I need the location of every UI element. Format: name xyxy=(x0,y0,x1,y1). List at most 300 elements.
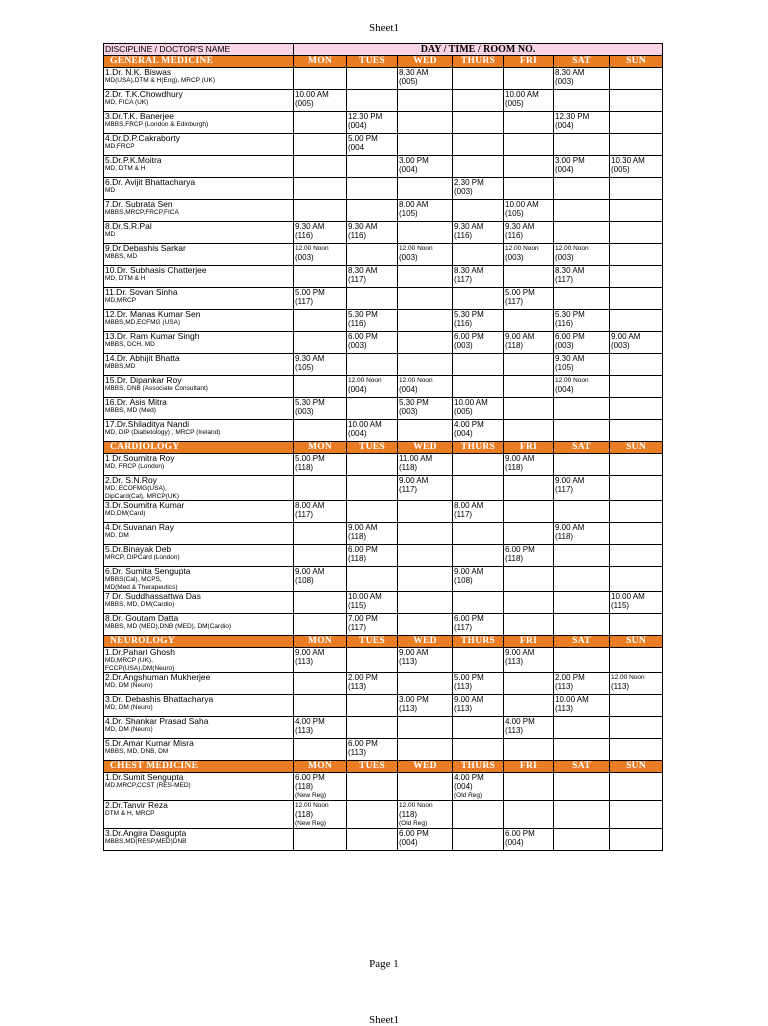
doctor-qualification: MBBS, MD (Med) xyxy=(105,407,156,414)
day-header-mon: MON xyxy=(294,636,347,648)
doctor-qualification: MBBS, DNB (Associate Consultant) xyxy=(105,385,208,392)
doctor-qualification: MBBS,MD(RESP,MED)DNB xyxy=(105,838,187,845)
schedule-cell-tues xyxy=(347,648,398,673)
schedule-cell-sat xyxy=(554,200,610,222)
table-row xyxy=(104,567,663,592)
schedule-cell-sun xyxy=(610,739,663,761)
schedule-cell-tues xyxy=(347,398,398,420)
day-header-mon: MON xyxy=(294,442,347,454)
section-header-row xyxy=(104,761,663,773)
doctor-qualification: MBBS, MD xyxy=(105,253,138,260)
doctor-qualification: MD, DM (Neuro) xyxy=(105,726,153,733)
doctor-qualification: MBBS,MD xyxy=(105,363,136,370)
slot-line: 6.00 PM xyxy=(295,773,325,782)
day-header-sat: SAT xyxy=(554,56,610,68)
slot-line: 10.00 AM xyxy=(348,420,382,429)
slot-line: 8.30 AM xyxy=(555,266,585,275)
section-name: GENERAL MEDICINE xyxy=(104,56,294,68)
slot-line: 9.00 AM xyxy=(295,567,325,576)
slot-line: 8.30 AM xyxy=(555,68,585,77)
slot-line: (003) xyxy=(399,407,418,416)
schedule-cell-sat xyxy=(554,501,610,523)
schedule-cell-fri xyxy=(504,332,554,354)
doctor-qualification: MRCP, DIPCard (London) xyxy=(105,554,180,561)
slot-line: 9.00 AM xyxy=(555,476,585,485)
day-header-thurs: THURS xyxy=(453,442,504,454)
doctor-qualification: MBBS, MD, DNB, DM xyxy=(105,748,169,755)
schedule-cell-mon xyxy=(294,288,347,310)
table-row xyxy=(104,354,663,376)
day-header-fri: FRI xyxy=(504,442,554,454)
slot-line: (004) xyxy=(399,165,418,174)
doctor-qualification: MBBS, DCH, MD xyxy=(105,341,155,348)
slot-line: 10.00 AM xyxy=(348,592,382,601)
schedule-cell-wed xyxy=(398,134,453,156)
slot-line: (004) xyxy=(555,385,574,394)
schedule-cell-sun xyxy=(610,717,663,739)
doctor-cell xyxy=(104,376,294,398)
slot-line: (004) xyxy=(555,121,574,130)
slot-line: 12.00 Noon xyxy=(348,377,382,384)
schedule-cell-sun xyxy=(610,332,663,354)
schedule-cell-fri xyxy=(504,695,554,717)
slot-line: 6.00 PM xyxy=(348,739,378,748)
day-header-mon: MON xyxy=(294,761,347,773)
slot-line: 9.30 AM xyxy=(454,222,484,231)
slot-line: 3.00 PM xyxy=(555,156,585,165)
day-header-sun: SUN xyxy=(610,761,663,773)
doctor-name: 3.Dr.Angira Dasgupta xyxy=(105,828,187,838)
doctor-cell xyxy=(104,476,294,501)
schedule-cell-sun xyxy=(610,222,663,244)
schedule-cell-mon xyxy=(294,545,347,567)
schedule-cell-fri xyxy=(504,156,554,178)
doctor-cell xyxy=(104,134,294,156)
schedule-cell-mon xyxy=(294,332,347,354)
slot-line: (118) xyxy=(348,532,367,541)
schedule-cell-thurs xyxy=(453,134,504,156)
schedule-cell-fri xyxy=(504,398,554,420)
schedule-cell-fri xyxy=(504,454,554,476)
schedule-cell-sat xyxy=(554,829,610,851)
slot-line: (Old Reg) xyxy=(454,792,483,799)
schedule-cell-sat xyxy=(554,354,610,376)
schedule-cell-thurs xyxy=(453,90,504,112)
doctor-cell xyxy=(104,717,294,739)
doctor-qualification: MD, FRCP (London) xyxy=(105,463,165,470)
schedule-cell-sat xyxy=(554,398,610,420)
doctor-name: 6.Dr. Sumita Sengupta xyxy=(105,566,191,576)
schedule-cell-thurs xyxy=(453,200,504,222)
schedule-cell-wed xyxy=(398,567,453,592)
schedule-cell-fri xyxy=(504,178,554,200)
schedule-cell-sun xyxy=(610,178,663,200)
slot-line: (004) xyxy=(348,385,367,394)
doctor-qualification: MD, DM (Neuro) xyxy=(105,704,153,711)
table-row xyxy=(104,614,663,636)
slot-line: (113) xyxy=(454,704,473,713)
schedule-cell-tues xyxy=(347,801,398,829)
schedule-cell-sun xyxy=(610,454,663,476)
slot-line: (113) xyxy=(348,748,367,757)
schedule-cell-sat xyxy=(554,90,610,112)
doctor-cell xyxy=(104,222,294,244)
schedule-cell-wed xyxy=(398,310,453,332)
schedule-cell-tues xyxy=(347,454,398,476)
slot-line: 5.00 PM xyxy=(505,288,535,297)
slot-line: (117) xyxy=(295,510,314,519)
slot-line: 6.00 PM xyxy=(454,332,484,341)
slot-line: 6.00 PM xyxy=(399,829,429,838)
schedule-cell-mon xyxy=(294,648,347,673)
schedule-cell-thurs xyxy=(453,310,504,332)
schedule-cell-tues xyxy=(347,310,398,332)
doctor-cell xyxy=(104,420,294,442)
schedule-cell-thurs xyxy=(453,354,504,376)
schedule-cell-fri xyxy=(504,567,554,592)
schedule-cell-wed xyxy=(398,614,453,636)
schedule-cell-sat xyxy=(554,801,610,829)
doctor-qualification: DipCard(Cal), MRCP(UK) xyxy=(105,492,180,500)
slot-line: 10.00 AM xyxy=(295,90,329,99)
doctor-cell xyxy=(104,648,294,673)
schedule-cell-sun xyxy=(610,68,663,90)
schedule-cell-tues xyxy=(347,288,398,310)
section-name: CARDIOLOGY xyxy=(104,442,294,454)
slot-line: 12.00 Noon xyxy=(295,245,329,252)
slot-line: 9.00 AM xyxy=(505,454,535,463)
schedule-cell-fri xyxy=(504,773,554,801)
schedule-cell-mon xyxy=(294,614,347,636)
table-row xyxy=(104,244,663,266)
schedule-cell-sat xyxy=(554,476,610,501)
slot-line: 8.00 AM xyxy=(295,501,325,510)
schedule-cell-sun xyxy=(610,266,663,288)
schedule-cell-fri xyxy=(504,354,554,376)
schedule-cell-thurs xyxy=(453,773,504,801)
slot-line: 9.00 AM xyxy=(295,648,325,657)
slot-line: 9.00 AM xyxy=(505,648,535,657)
slot-line: (118) xyxy=(505,463,524,472)
schedule-cell-sun xyxy=(610,112,663,134)
schedule-cell-sun xyxy=(610,156,663,178)
day-header-wed: WED xyxy=(398,442,453,454)
doctor-name: 5.Dr.P.K.Moitra xyxy=(105,155,162,165)
slot-line: 9.30 AM xyxy=(295,222,325,231)
slot-line: 12.00 Noon xyxy=(555,377,589,384)
slot-line: (004) xyxy=(505,838,524,847)
slot-line: (Old Reg) xyxy=(399,820,428,827)
doctor-name: 13.Dr. Ram Kumar Singh xyxy=(105,331,200,341)
schedule-cell-thurs xyxy=(453,567,504,592)
table-row xyxy=(104,695,663,717)
doctor-qualification: MD, DTM & H xyxy=(105,165,146,172)
slot-line: (118) xyxy=(555,532,574,541)
slot-line: (004) xyxy=(454,782,473,791)
schedule-cell-tues xyxy=(347,545,398,567)
slot-line: (117) xyxy=(399,485,418,494)
day-header-wed: WED xyxy=(398,761,453,773)
schedule-cell-sat xyxy=(554,310,610,332)
slot-line: 12.30 PM xyxy=(348,112,383,121)
doctor-qualification: DTM & H, MRCP xyxy=(105,810,155,817)
slot-line: (003) xyxy=(505,253,524,262)
schedule-cell-tues xyxy=(347,90,398,112)
schedule-cell-thurs xyxy=(453,695,504,717)
schedule-cell-sun xyxy=(610,773,663,801)
doctor-qualification: MD, FICA (UK) xyxy=(105,99,149,106)
doctor-name: 1.Dr.Sumit Sengupta xyxy=(105,772,184,782)
schedule-cell-sat xyxy=(554,112,610,134)
doctor-cell xyxy=(104,501,294,523)
day-header-sat: SAT xyxy=(554,761,610,773)
table-row xyxy=(104,420,663,442)
schedule-cell-tues xyxy=(347,592,398,614)
schedule-cell-fri xyxy=(504,68,554,90)
slot-line: 9.00 AM xyxy=(399,476,429,485)
schedule-cell-sun xyxy=(610,829,663,851)
slot-line: (117) xyxy=(505,297,524,306)
slot-line: (116) xyxy=(348,231,367,240)
doctor-cell xyxy=(104,614,294,636)
slot-line: (116) xyxy=(348,319,367,328)
table-row xyxy=(104,178,663,200)
slot-line: 2.00 PM xyxy=(555,673,585,682)
slot-line: 9.00 AM xyxy=(505,332,535,341)
schedule-cell-tues xyxy=(347,332,398,354)
schedule-cell-wed xyxy=(398,178,453,200)
table-row xyxy=(104,523,663,545)
schedule-cell-wed xyxy=(398,156,453,178)
schedule-cell-thurs xyxy=(453,592,504,614)
schedule-cell-sat xyxy=(554,695,610,717)
doctor-cell xyxy=(104,695,294,717)
schedule-cell-mon xyxy=(294,90,347,112)
schedule-cell-mon xyxy=(294,178,347,200)
slot-line: (005) xyxy=(295,99,314,108)
slot-line: (005) xyxy=(399,77,418,86)
schedule-cell-tues xyxy=(347,354,398,376)
doctor-name: 3.Dr.T.K. Banerjee xyxy=(105,111,174,121)
schedule-cell-sun xyxy=(610,567,663,592)
schedule-cell-wed xyxy=(398,354,453,376)
slot-line: 6.00 PM xyxy=(555,332,585,341)
slot-line: 12.00 Noon xyxy=(399,802,433,809)
slot-line: (003) xyxy=(555,341,574,350)
doctor-name: 5.Dr.Binayak Deb xyxy=(105,544,172,554)
table-row xyxy=(104,476,663,501)
slot-line: 10.00 AM xyxy=(555,695,589,704)
discipline-header: DISCIPLINE / DOCTOR'S NAME xyxy=(104,44,294,56)
doctor-name: 6.Dr. Avijit Bhattacharya xyxy=(105,177,196,187)
slot-line: 12.00 Noon xyxy=(399,245,433,252)
slot-line: (113) xyxy=(505,657,524,666)
schedule-cell-mon xyxy=(294,695,347,717)
schedule-cell-sun xyxy=(610,523,663,545)
slot-line: 7.00 PM xyxy=(348,614,378,623)
doctor-name: 8.Dr. Goutam Datta xyxy=(105,613,179,623)
schedule-cell-sat xyxy=(554,376,610,398)
schedule-cell-thurs xyxy=(453,501,504,523)
schedule-cell-wed xyxy=(398,200,453,222)
schedule-cell-sun xyxy=(610,501,663,523)
schedule-cell-wed xyxy=(398,476,453,501)
day-header-thurs: THURS xyxy=(453,761,504,773)
schedule-cell-mon xyxy=(294,134,347,156)
schedule-cell-tues xyxy=(347,567,398,592)
day-header-thurs: THURS xyxy=(453,56,504,68)
doctor-name: 2.Dr.Angshuman Mukherjee xyxy=(105,672,211,682)
doctor-name: 7.Dr. Subrata Sen xyxy=(105,199,173,209)
table-row xyxy=(104,398,663,420)
table-row xyxy=(104,545,663,567)
slot-line: (004) xyxy=(399,385,418,394)
schedule-cell-tues xyxy=(347,717,398,739)
schedule-cell-wed xyxy=(398,673,453,695)
slot-line: 8.00 AM xyxy=(399,200,429,209)
schedule-cell-thurs xyxy=(453,398,504,420)
slot-line: (005) xyxy=(505,99,524,108)
doctor-qualification: MBBS,FRCP (London & Edinburgh) xyxy=(105,121,209,128)
slot-line: (118) xyxy=(399,463,418,472)
schedule-cell-mon xyxy=(294,200,347,222)
slot-line: (117) xyxy=(555,275,574,284)
section-header-row xyxy=(104,56,663,68)
table-row xyxy=(104,717,663,739)
schedule-cell-fri xyxy=(504,545,554,567)
slot-line: 4.00 PM xyxy=(454,420,484,429)
slot-line: 9.00 AM xyxy=(454,567,484,576)
slot-line: (003) xyxy=(454,187,473,196)
schedule-cell-thurs xyxy=(453,476,504,501)
slot-line: (113) xyxy=(399,704,418,713)
slot-line: 3.00 PM xyxy=(399,156,429,165)
slot-line: (113) xyxy=(295,657,314,666)
next-sheet-title: Sheet1 xyxy=(369,1014,399,1026)
slot-line: (116) xyxy=(295,231,314,240)
schedule-cell-wed xyxy=(398,288,453,310)
schedule-cell-tues xyxy=(347,476,398,501)
doctor-cell xyxy=(104,310,294,332)
schedule-cell-sun xyxy=(610,90,663,112)
table-row xyxy=(104,332,663,354)
schedule-cell-thurs xyxy=(453,523,504,545)
slot-line: 8.30 AM xyxy=(399,68,429,77)
slot-line: 6.00 PM xyxy=(505,829,535,838)
schedule-cell-wed xyxy=(398,739,453,761)
sheet-title: Sheet1 xyxy=(369,22,399,34)
schedule-cell-sat xyxy=(554,222,610,244)
doctor-name: 15.Dr. Dipankar Roy xyxy=(105,375,182,385)
schedule-cell-sun xyxy=(610,614,663,636)
schedule-cell-thurs xyxy=(453,178,504,200)
doctor-name: 11.Dr. Sovan Sinha xyxy=(105,287,178,297)
doctor-qualification: MD, DTM & H xyxy=(105,275,146,282)
schedule-cell-sat xyxy=(554,739,610,761)
schedule-cell-mon xyxy=(294,801,347,829)
doctor-cell xyxy=(104,68,294,90)
schedule-cell-wed xyxy=(398,717,453,739)
table-row xyxy=(104,376,663,398)
schedule-cell-tues xyxy=(347,222,398,244)
doctor-name: 4.Dr.Suvanan Ray xyxy=(105,522,174,532)
slot-line: (113) xyxy=(454,682,473,691)
schedule-cell-sat xyxy=(554,567,610,592)
slot-line: 5.30 PM xyxy=(454,310,484,319)
page-number: Page 1 xyxy=(369,958,399,970)
doctor-qualification: FCCP(USA),DM(Neuro) xyxy=(105,664,175,672)
doctor-qualification: MD,FRCP xyxy=(105,143,135,150)
day-header-sun: SUN xyxy=(610,56,663,68)
schedule-cell-fri xyxy=(504,829,554,851)
schedule-cell-wed xyxy=(398,68,453,90)
schedule-cell-fri xyxy=(504,801,554,829)
table-row xyxy=(104,739,663,761)
slot-line: 5.30 PM xyxy=(555,310,585,319)
schedule-cell-tues xyxy=(347,829,398,851)
schedule-cell-sun xyxy=(610,648,663,673)
slot-line: 12.00 Noon xyxy=(505,245,539,252)
doctor-qualification: MD(USA),DTM & H(Eng), MRCP (UK) xyxy=(105,77,216,84)
schedule-cell-fri xyxy=(504,376,554,398)
schedule-cell-wed xyxy=(398,332,453,354)
schedule-cell-sat xyxy=(554,523,610,545)
schedule-cell-tues xyxy=(347,244,398,266)
schedule-cell-tues xyxy=(347,112,398,134)
schedule-cell-sat xyxy=(554,420,610,442)
schedule-cell-mon xyxy=(294,310,347,332)
doctor-cell xyxy=(104,592,294,614)
slot-line: 12.00 Noon xyxy=(611,674,645,681)
slot-line: (003) xyxy=(399,253,418,262)
slot-line: (113) xyxy=(399,657,418,666)
doctor-qualification: MD,MRCP,CCST (RES-MED) xyxy=(105,782,191,789)
slot-line: (003) xyxy=(454,341,473,350)
slot-line: (004 xyxy=(348,143,365,152)
schedule-cell-sat xyxy=(554,454,610,476)
section-name: CHEST MEDICINE xyxy=(104,761,294,773)
schedule-cell-sat xyxy=(554,134,610,156)
doctor-cell xyxy=(104,567,294,592)
slot-line: (New Reg) xyxy=(295,820,327,827)
doctor-name: 1.Dr. N.K. Biswas xyxy=(105,67,172,77)
doctor-name: 5.Dr.Amar Kumar Misra xyxy=(105,738,194,748)
schedule-cell-thurs xyxy=(453,266,504,288)
schedule-cell-sat xyxy=(554,244,610,266)
table-row xyxy=(104,829,663,851)
schedule-cell-fri xyxy=(504,112,554,134)
slot-line: 9.00 AM xyxy=(611,332,641,341)
slot-line: 4.00 PM xyxy=(454,773,484,782)
slot-line: (New Reg) xyxy=(295,792,327,799)
schedule-cell-fri xyxy=(504,739,554,761)
table-row xyxy=(104,454,663,476)
schedule-cell-sun xyxy=(610,398,663,420)
schedule-cell-sat xyxy=(554,717,610,739)
schedule-cell-sat xyxy=(554,673,610,695)
table-row xyxy=(104,648,663,673)
schedule-cell-thurs xyxy=(453,222,504,244)
slot-line: 8.30 AM xyxy=(348,266,378,275)
slot-line: (116) xyxy=(454,319,473,328)
table-row xyxy=(104,801,663,829)
day-header-tues: TUES xyxy=(347,636,398,648)
slot-line: 10.00 AM xyxy=(505,200,539,209)
table-row xyxy=(104,134,663,156)
slot-line: (115) xyxy=(348,601,367,610)
schedule-cell-sun xyxy=(610,695,663,717)
slot-line: 6.00 PM xyxy=(454,614,484,623)
